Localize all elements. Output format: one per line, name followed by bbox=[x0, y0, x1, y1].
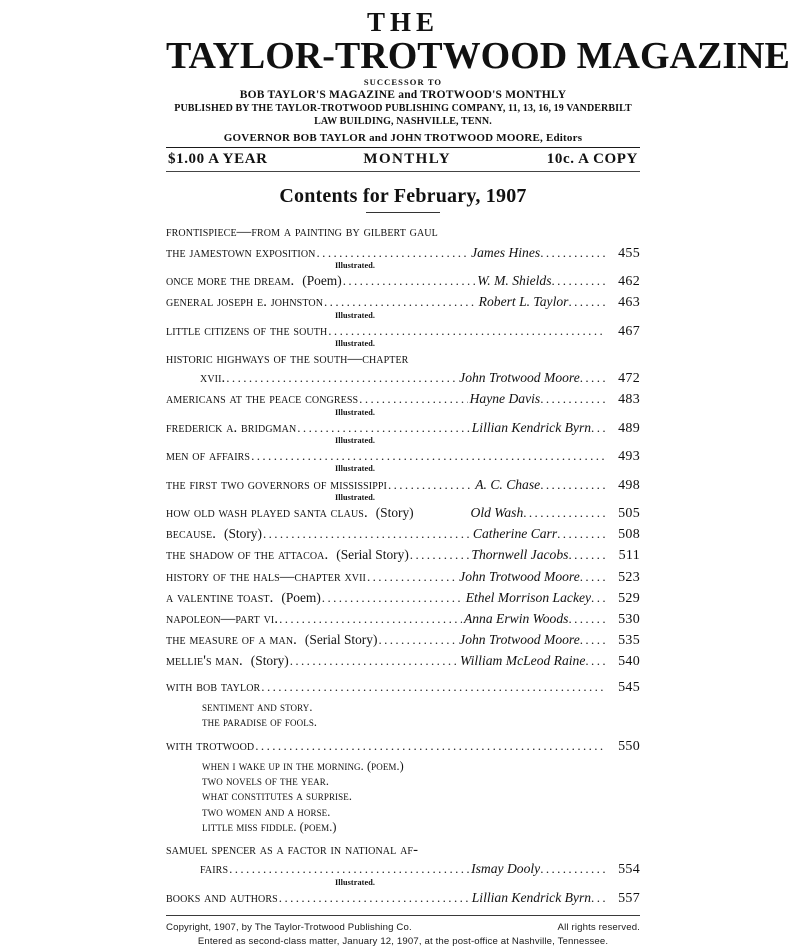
rights-notice: All rights reserved. bbox=[557, 922, 640, 934]
toc-subitem-list bbox=[166, 759, 640, 836]
toc-leader-dots-tail: ... bbox=[591, 419, 608, 435]
toc-entry-page-number: 535 bbox=[618, 633, 640, 649]
toc-leader-dots bbox=[324, 294, 477, 311]
toc-entry-page-number: 554 bbox=[618, 862, 640, 878]
toc-entry-author: Catherine Carr bbox=[472, 526, 558, 542]
toc-leader-dots-tail: ............ bbox=[540, 476, 608, 492]
toc-entry-title: mellie's man. bbox=[166, 653, 243, 670]
toc-entry-page-number: 523 bbox=[618, 569, 640, 585]
toc-subitem: little miss fiddle. (poem.) bbox=[202, 820, 337, 835]
toc-entry[interactable] bbox=[166, 631, 640, 650]
postal-entry-notice: Entered as second-class matter, January 12, 1907, at the post-office at Nashville, Tennessee. bbox=[197, 935, 609, 947]
toc-entry-title-continued: fairs bbox=[200, 861, 229, 878]
toc-subitem-list bbox=[166, 700, 640, 731]
toc-subitem: the paradise of fools. bbox=[202, 715, 318, 730]
toc-entry-title: books and authors bbox=[166, 889, 278, 906]
toc-leader-dots bbox=[328, 323, 606, 340]
toc-entry-kind: (Serial Story) bbox=[336, 547, 409, 563]
toc-entry-page-number: 493 bbox=[618, 449, 640, 465]
toc-entry-title: americans at the peace congress bbox=[166, 391, 359, 408]
toc-entry[interactable] bbox=[166, 390, 640, 416]
toc-entry-author: Hayne Davis bbox=[469, 391, 541, 407]
price-band bbox=[166, 148, 640, 171]
toc-entry-author: Lillian Kendrick Byrn bbox=[471, 419, 592, 435]
toc-entry-page-number: 511 bbox=[618, 548, 640, 564]
toc-entry-title: historic highways of the south—chapter bbox=[166, 351, 409, 368]
toc-entry-page-number: 498 bbox=[618, 477, 640, 493]
toc-subitem: two novels of the year. bbox=[202, 773, 330, 788]
toc-leader-dots bbox=[229, 861, 469, 878]
toc-subitem: sentiment and story. bbox=[202, 699, 313, 714]
footer bbox=[166, 921, 640, 949]
single-copy-price: 10c. A COPY bbox=[546, 150, 638, 167]
toc-leader-dots-tail: ... bbox=[591, 889, 608, 905]
toc-entry[interactable] bbox=[166, 652, 640, 671]
toc-entry-title: frederick a. bridgman bbox=[166, 419, 297, 436]
frontispiece-entry bbox=[166, 223, 640, 242]
toc-entry-author: Old Wash bbox=[470, 504, 524, 520]
illustrated-note: Illustrated. bbox=[334, 464, 376, 474]
toc-leader-dots-tail: ............... bbox=[523, 504, 608, 520]
heading-rule bbox=[366, 212, 440, 213]
toc-entry-author: Thornwell Jacobs bbox=[471, 547, 569, 563]
toc-leader-dots bbox=[317, 245, 470, 262]
copyright-notice: Copyright, 1907, by The Taylor-Trotwood Publishing Co. bbox=[166, 922, 412, 934]
toc-entry-page-number: 545 bbox=[618, 680, 640, 696]
toc-entry-kind: (Story) bbox=[250, 653, 289, 669]
toc-entry-title: napoleon—part vi. bbox=[166, 610, 279, 627]
illustrated-note: Illustrated. bbox=[334, 436, 376, 445]
toc-leader-dots-tail: ....... bbox=[568, 294, 608, 310]
toc-entry-title: men of affairs bbox=[166, 448, 251, 465]
toc-leader-dots bbox=[279, 611, 462, 628]
toc-leader-dots-tail: ............ bbox=[540, 861, 608, 877]
toc-entry-title: general joseph e. johnston bbox=[166, 294, 324, 311]
toc-entry-page-number: 489 bbox=[618, 420, 640, 436]
toc-leader-dots bbox=[343, 273, 476, 290]
toc-entry-author: W. M. Shields bbox=[477, 273, 552, 289]
toc-leader-dots bbox=[367, 569, 457, 586]
toc-leader-dots-tail: ..... bbox=[579, 632, 608, 648]
toc-entry-page-number: 467 bbox=[618, 323, 640, 339]
toc-leader-dots-tail: ............ bbox=[540, 391, 608, 407]
toc-entry-author: Anna Erwin Woods bbox=[463, 610, 569, 626]
toc-entry-title-continued: xvii. bbox=[200, 370, 226, 387]
toc-entry-title: the measure of a man. bbox=[166, 632, 297, 649]
toc-leader-dots bbox=[290, 653, 458, 670]
toc-entry-title: the jamestown exposition bbox=[166, 244, 316, 261]
toc-leader-dots-tail: .... bbox=[585, 653, 608, 669]
toc-entry-title: the shadow of the attacoa. bbox=[166, 547, 329, 564]
illustrated-note: Illustrated. bbox=[334, 877, 376, 887]
toc-entry-author: John Trotwood Moore bbox=[459, 632, 580, 648]
toc-entry[interactable] bbox=[166, 447, 640, 473]
toc-subitem: when i wake up in the morning. (poem.) bbox=[202, 758, 404, 773]
frontispiece-label: frontispiece—from a painting by gilbert gaul bbox=[166, 223, 438, 240]
page-title: Contents for February, 1907 bbox=[279, 184, 527, 207]
toc-entry-title: a valentine toast. bbox=[166, 589, 274, 606]
toc-leader-dots-tail: ..... bbox=[579, 568, 608, 584]
toc-entry-page-number: 483 bbox=[618, 392, 640, 408]
toc-entry-kind: (Story) bbox=[375, 504, 414, 520]
toc-entry[interactable] bbox=[166, 546, 640, 565]
toc-leader-dots-tail: .......... bbox=[551, 273, 608, 289]
toc-entry-title: because. bbox=[166, 526, 217, 543]
toc-entry-title: with trotwood bbox=[166, 738, 255, 755]
illustrated-note: Illustrated. bbox=[334, 310, 376, 320]
toc-leader-dots bbox=[322, 590, 464, 607]
illustrated-note: Illustrated. bbox=[334, 492, 376, 502]
toc-entry-title: history of the hals—chapter xvii bbox=[166, 568, 366, 585]
masthead-former-titles: BOB TAYLOR'S MAGAZINE and TROTWOOD'S MONTHLY bbox=[239, 89, 567, 102]
toc-leader-dots-tail: ....... bbox=[568, 547, 608, 563]
toc-entry-page-number: 463 bbox=[618, 295, 640, 311]
footer-divider bbox=[166, 915, 640, 916]
toc-entry-page-number: 472 bbox=[618, 371, 640, 387]
toc-entry-kind: (Poem) bbox=[281, 589, 321, 605]
masthead-editors: GOVERNOR BOB TAYLOR and JOHN TROTWOOD MOORE, Editors bbox=[223, 131, 583, 144]
toc-entry-author: Ismay Dooly bbox=[471, 861, 541, 877]
table-of-contents bbox=[166, 223, 640, 908]
toc-leader-dots bbox=[388, 477, 473, 494]
illustrated-note: Illustrated. bbox=[334, 261, 376, 271]
toc-leader-dots bbox=[297, 420, 469, 437]
toc-entry-page-number: 550 bbox=[618, 739, 640, 755]
toc-entry-title: with bob taylor bbox=[166, 679, 261, 696]
masthead-publisher-line2: LAW BUILDING, NASHVILLE, TENN. bbox=[314, 116, 492, 128]
toc-entry-author: A. C. Chase bbox=[475, 476, 541, 492]
publication-frequency: MONTHLY bbox=[363, 150, 451, 167]
toc-leader-dots bbox=[261, 679, 606, 696]
toc-entry[interactable] bbox=[166, 504, 640, 523]
toc-leader-dots-tail: ... bbox=[591, 589, 608, 605]
masthead-title: TAYLOR-TROTWOOD MAGAZINE bbox=[166, 35, 790, 78]
toc-entry-title: how old wash played santa claus. bbox=[166, 504, 368, 521]
toc-entry[interactable] bbox=[166, 841, 640, 886]
masthead-successor-label: SUCCESSOR TO bbox=[363, 77, 443, 88]
masthead bbox=[166, 7, 790, 144]
toc-entry-page-number: 508 bbox=[618, 527, 640, 543]
toc-entry-author: Lillian Kendrick Byrn bbox=[471, 889, 592, 905]
toc-entry[interactable] bbox=[166, 525, 640, 544]
toc-entry[interactable] bbox=[166, 419, 640, 445]
subscription-price: $1.00 A YEAR bbox=[168, 150, 268, 167]
toc-entry[interactable] bbox=[166, 244, 640, 270]
toc-subitem: two women and a horse. bbox=[202, 804, 331, 819]
toc-leader-dots-tail: ....... bbox=[568, 610, 608, 626]
toc-entry[interactable] bbox=[166, 476, 640, 502]
toc-entry[interactable] bbox=[166, 678, 640, 730]
toc-leader-dots bbox=[279, 890, 470, 907]
toc-entry[interactable] bbox=[166, 293, 640, 319]
toc-entry-author: John Trotwood Moore bbox=[459, 568, 580, 584]
illustrated-note: Illustrated. bbox=[334, 339, 376, 349]
toc-entry-title: the first two governors of mississippi bbox=[166, 476, 387, 493]
toc-entry-page-number: 530 bbox=[618, 611, 640, 627]
toc-entry-page-number: 455 bbox=[618, 245, 640, 261]
toc-entry-title: little citizens of the south bbox=[166, 322, 328, 339]
toc-leader-dots bbox=[255, 738, 606, 755]
toc-entry-kind: (Poem) bbox=[302, 273, 342, 289]
illustrated-note: Illustrated. bbox=[334, 407, 376, 417]
toc-leader-dots bbox=[251, 448, 606, 465]
toc-entry-author: Ethel Morrison Lackey bbox=[465, 589, 592, 605]
toc-entry[interactable] bbox=[166, 610, 640, 629]
toc-entry-kind: (Story) bbox=[224, 526, 262, 542]
toc-entry[interactable] bbox=[166, 589, 640, 608]
toc-leader-dots-tail: ............ bbox=[540, 244, 608, 260]
toc-leader-dots bbox=[359, 391, 467, 408]
toc-entry[interactable] bbox=[166, 322, 640, 348]
toc-entry-author: John Trotwood Moore bbox=[459, 370, 580, 386]
toc-entry-kind: (Serial Story) bbox=[304, 632, 378, 648]
toc-entry[interactable] bbox=[166, 737, 640, 835]
masthead-the: THE bbox=[366, 7, 440, 37]
toc-entry-page-number: 529 bbox=[618, 590, 640, 606]
toc-leader-dots-tail: ......... bbox=[557, 526, 608, 542]
toc-entry-page-number: 557 bbox=[618, 890, 640, 906]
toc-entry[interactable] bbox=[166, 272, 640, 291]
toc-entry-author: Robert L. Taylor bbox=[478, 294, 569, 310]
toc-entry-title: samuel spencer as a factor in national af- bbox=[166, 842, 419, 859]
toc-entry[interactable] bbox=[166, 568, 640, 587]
toc-entry[interactable] bbox=[166, 889, 640, 908]
price-band-divider bbox=[166, 171, 640, 172]
toc-leader-dots bbox=[226, 370, 457, 387]
toc-entry-title: once more the dream. bbox=[166, 273, 295, 290]
toc-entry-page-number: 505 bbox=[618, 505, 640, 521]
toc-leader-dots-tail: ..... bbox=[579, 370, 608, 386]
toc-entry-page-number: 462 bbox=[618, 274, 640, 290]
toc-entry[interactable] bbox=[166, 350, 640, 388]
toc-subitem: what constitutes a surprise. bbox=[202, 789, 352, 804]
toc-leader-dots bbox=[378, 632, 457, 649]
toc-leader-dots bbox=[263, 526, 471, 543]
masthead-publisher-line1: PUBLISHED BY THE TAYLOR-TROTWOOD PUBLISHING COMPANY, 11, 13, 16, 19 VANDERBILT bbox=[174, 103, 632, 115]
toc-entry-page-number: 540 bbox=[618, 654, 640, 670]
toc-entry-author: James Hines bbox=[471, 244, 541, 260]
toc-entry-author: William McLeod Raine bbox=[460, 653, 586, 669]
toc-leader-dots bbox=[410, 547, 470, 564]
